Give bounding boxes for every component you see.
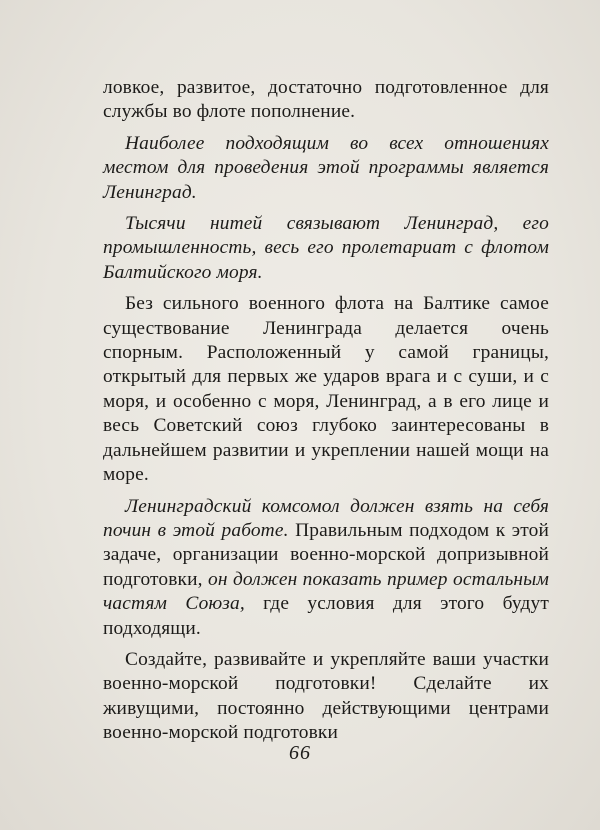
paragraph-1 xyxy=(103,76,549,125)
paragraph-3 xyxy=(103,212,549,285)
paragraph-4-text: Без сильного военного флота на Балтике самое существование Ленинграда делается очень спорным. Расположенный у самой границы, открытый для первых же ударов врага и с суши, и с моря, и особенно с моря, Ленинград, а в его лице и весь Советский союз глубоко заинтересованы в дальнейшем развитии и укреплении нашей мощи на море. xyxy=(103,293,549,486)
paragraph-3-text: Тысячи нитей связывают Ленинград, его промышленность, весь его пролетариат с флотом Балтийского моря. xyxy=(103,213,549,283)
paragraph-5-text-end: где условия для этого будут подходящи. xyxy=(103,593,549,639)
paragraph-5-italic-mid: он должен показать пример остальным частям Союза, xyxy=(103,568,549,615)
paragraph-2-text: Наиболее подходящим во всех отношениях местом для проведения этой программы является Ленинград. xyxy=(103,132,549,203)
paragraph-4 xyxy=(103,292,549,487)
paragraph-5-text: Правильным подходом к этой задаче, организации военно-морской допризывной подготовки, xyxy=(103,519,549,590)
paragraph-5-italic-lead: Ленинградский комсомол должен взять на себя почин в этой работе. xyxy=(103,495,549,541)
paragraph-6 xyxy=(103,648,549,746)
page-number: 66 xyxy=(289,742,311,764)
paragraph-5 xyxy=(103,495,549,641)
paragraph-1-text: ловкое, развитое, достаточно подготовленное для службы во флоте пополнение. xyxy=(103,77,549,123)
paragraph-6-text: Создайте, развивайте и укрепляйте ваши участки военно-морской подготовки! Сделайте их живущими, постоянно действующими центрами военно-морской подготовки xyxy=(103,648,549,744)
paragraph-2 xyxy=(103,132,549,205)
body-text xyxy=(103,76,549,753)
